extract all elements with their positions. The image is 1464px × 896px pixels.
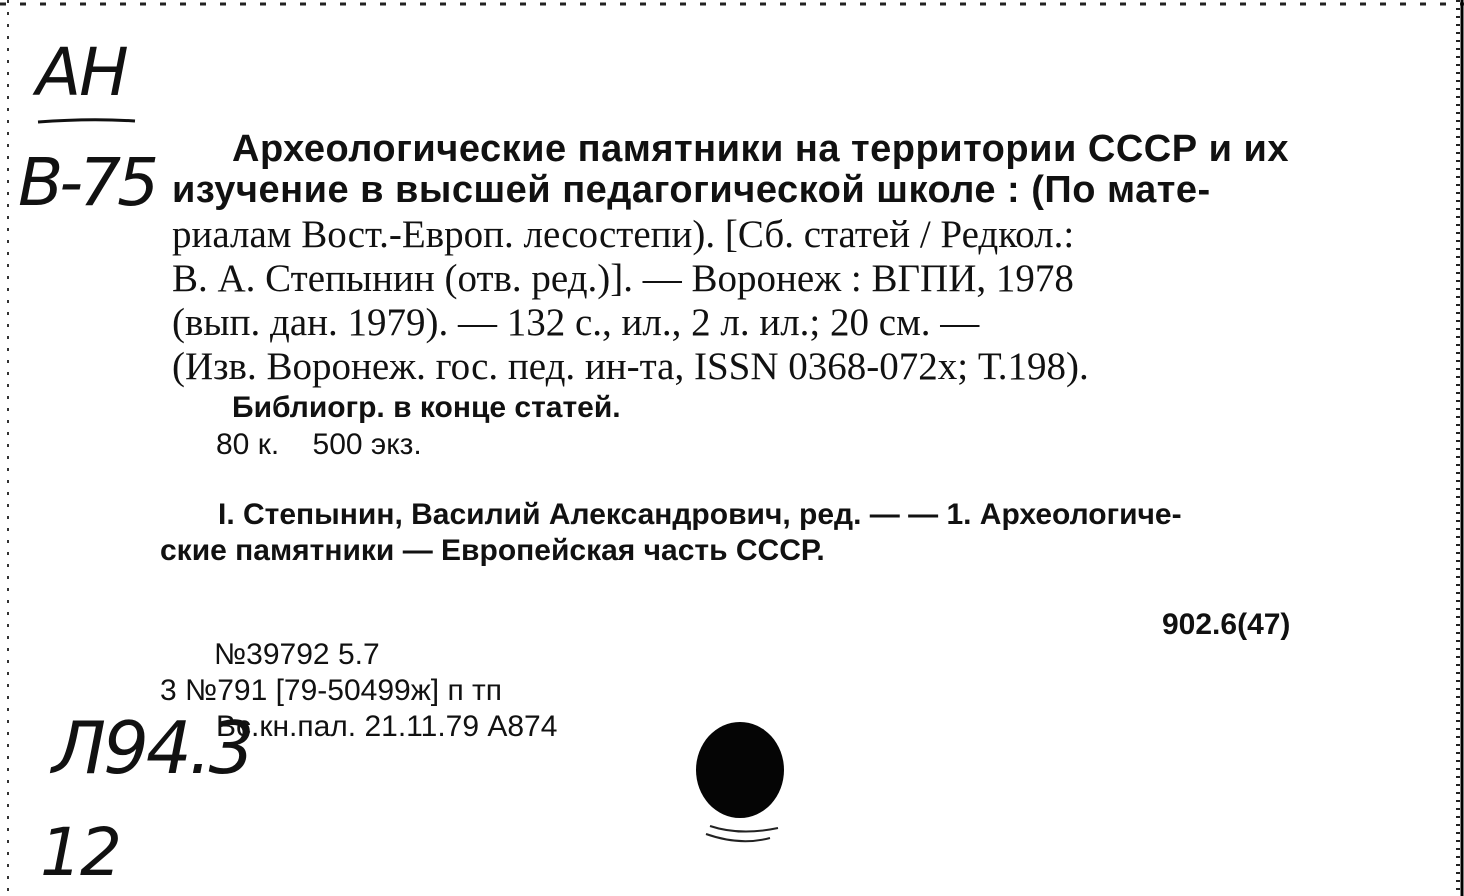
classification-number: 902.6(47)	[1162, 608, 1291, 641]
record-line-6: (Изв. Воронеж. гос. пед. ин-та, ISSN 0368-072х; Т.198).	[172, 345, 1089, 388]
handwritten-top-code: АН	[36, 34, 127, 111]
registry-line-2: 3 №791 [79-50499ж] п тп	[160, 674, 503, 707]
handwritten-bottom-mark: 12	[40, 814, 120, 891]
handwritten-shelf-mark: Л94.3	[52, 706, 252, 790]
handwritten-call-number: В-75	[18, 144, 156, 221]
record-line-4: В. А. Степынин (отв. ред.)]. — Воронеж : ВГПИ, 1978	[172, 257, 1074, 300]
registry-line-1: №39792 5.7	[214, 638, 380, 671]
record-line-3: риалам Вост.-Европ. лесостепи). [Сб. статей / Редкол.:	[172, 213, 1075, 256]
tracings-line-2: ские памятники — Европейская часть СССР.	[160, 534, 825, 567]
record-line-5: (вып. дан. 1979). — 132 с., ил., 2 л. ил.; 20 см. —	[172, 301, 980, 344]
registry-line-3: Вс.кн.пал. 21.11.79 А874	[216, 710, 558, 743]
price-copies: 80 к. 500 экз.	[216, 428, 422, 461]
bibliography-note: Библиогр. в конце статей.	[232, 391, 621, 424]
handwritten-underline	[38, 120, 135, 122]
record-title-line-1: Археологические памятники на территории СССР и их	[232, 128, 1290, 170]
tracings-line-1: I. Степынин, Василий Александрович, ред. — — 1. Археологиче-	[218, 498, 1182, 531]
record-title-line-2: изучение в высшей педагогической школе : (По мате-	[172, 169, 1211, 211]
punch-hole	[696, 722, 784, 818]
